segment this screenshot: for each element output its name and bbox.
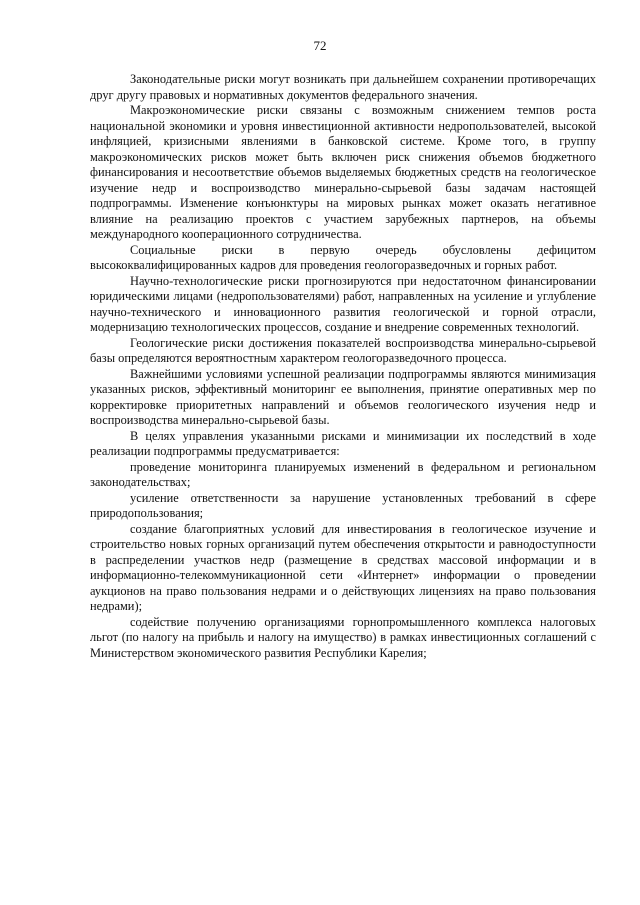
paragraph-legislative-risks: Законодательные риски могут возникать при дальнейшем сохранении противоречащих друг другу правовых и нормативных документов федерального значения. bbox=[90, 72, 596, 102]
list-item-investment-conditions: создание благоприятных условий для инвестирования в геологическое изучение и строительство новых горных организаций путем обеспечения открытости и равнодоступности в распределении участков недр (размещение в средствах массовой информации и в информационно-телекоммуникационной сети «Интернет» информации о проведении аукционов на право пользования недрами и о действующих лицензиях на право пользования недрами); bbox=[90, 521, 596, 613]
page-number: 72 bbox=[313, 38, 327, 53]
document-body bbox=[90, 72, 596, 661]
list-item-monitoring: проведение мониторинга планируемых изменений в федеральном и региональном законодательствах; bbox=[90, 459, 596, 489]
list-item-responsibility: усиление ответственности за нарушение установленных требований в сфере природопользования; bbox=[90, 490, 596, 520]
paragraph-key-conditions: Важнейшими условиями успешной реализации подпрограммы являются минимизация указанных рисков, эффективный мониторинг ее выполнения, принятие оперативных мер по корректировке приоритетных направлений и объемов геологического изучения недр и воспроизводства минерально-сырьевой базы. bbox=[90, 366, 596, 427]
paragraph-risk-management-intro: В целях управления указанными рисками и минимизации их последствий в ходе реализации подпрограммы предусматривается: bbox=[90, 428, 596, 458]
paragraph-scientific-technological-risks: Научно-технологические риски прогнозируются при недостаточном финансировании юридическими лицами (недропользователями) работ, направленных на усиление и углубление научно-технического и инновационного развития геологической и горной отрасли, модернизацию технологических процессов, создание и внедрение современных технологий. bbox=[90, 273, 596, 334]
list-item-tax-benefits: содействие получению организациями горнопромышленного комплекса налоговых льгот (по налогу на прибыль и налогу на имущество) в рамках инвестиционных соглашений с Министерством экономического развития Республики Карелия; bbox=[90, 614, 596, 660]
paragraph-geological-risks: Геологические риски достижения показателей воспроизводства минерально-сырьевой базы определяются вероятностным характером геологоразведочного процесса. bbox=[90, 335, 596, 365]
paragraph-social-risks: Социальные риски в первую очередь обусловлены дефицитом высококвалифицированных кадров для проведения геологоразведочных и горных работ. bbox=[90, 242, 596, 272]
paragraph-macroeconomic-risks: Макроэкономические риски связаны с возможным снижением темпов роста национальной экономики и уровня инвестиционной активности недропользователей, высокой инфляцией, кризисными явлениями в банковской системе. Кроме того, в группу макроэкономических рисков может быть включен риск снижения объемов бюджетного финансирования и несоответствие объемов выделяемых бюджетных средств на геологическое изучение недр и воспроизводство минерально-сырьевой базы задачам настоящей подпрограммы. Изменение конъюнктуры на мировых рынках может оказать негативное влияние на реализацию проектов с участием зарубежных партнеров, на объемы международного кооперационного сотрудничества. bbox=[90, 103, 596, 241]
